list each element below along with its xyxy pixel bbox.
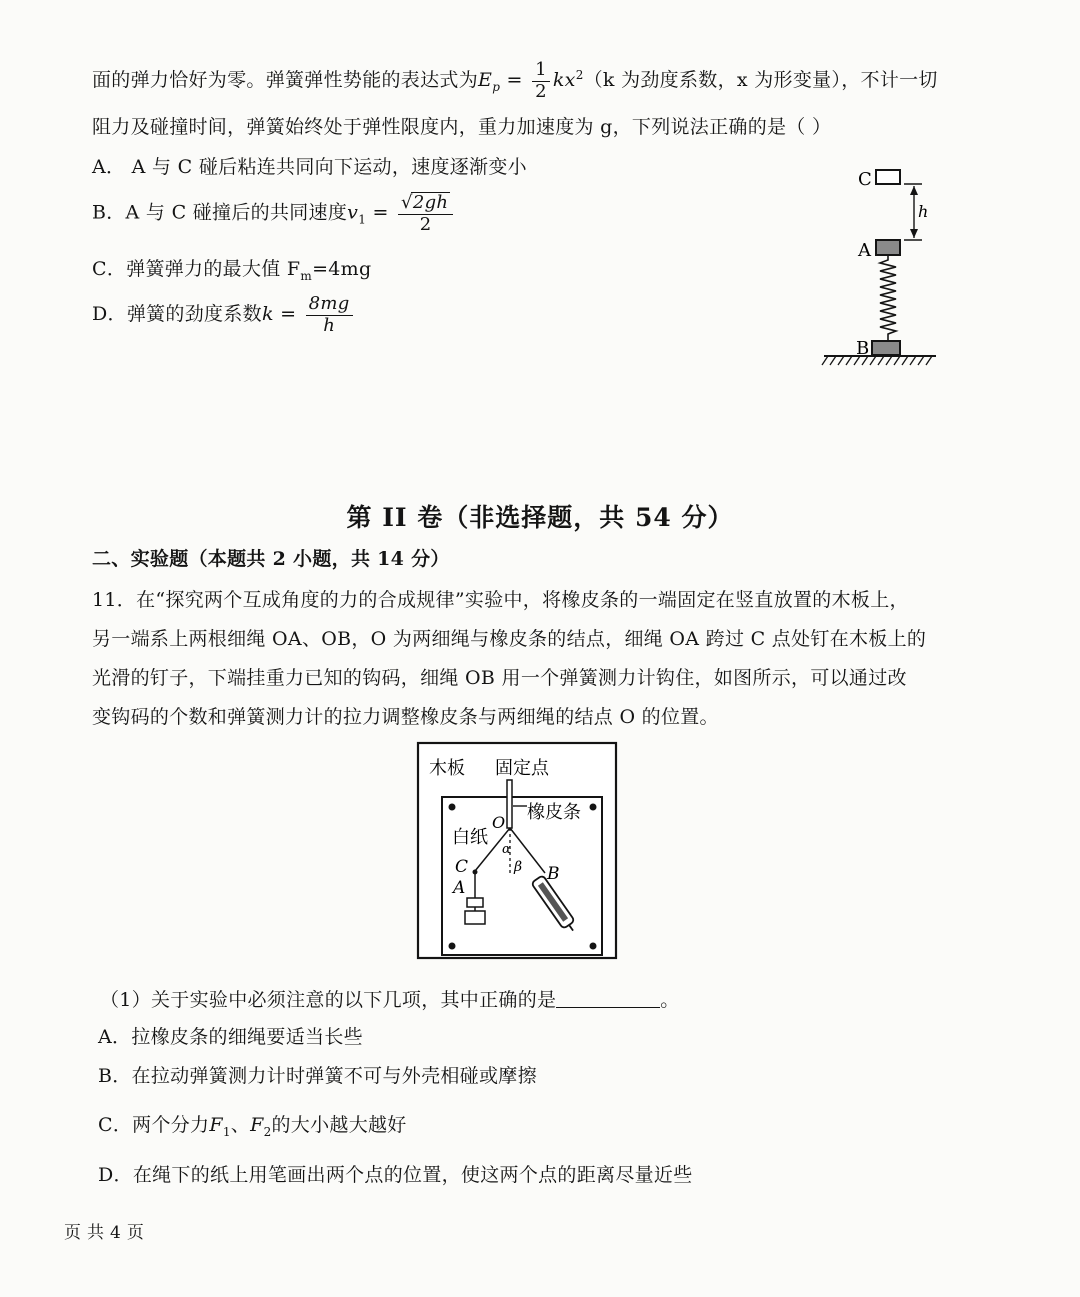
weight-1: [467, 898, 483, 907]
q11-line-3: 光滑的钉子，下端挂重力已知的钩码，细绳 OB 用一个弹簧测力计钩住，如图所示，可以通过改: [92, 667, 907, 689]
label-c-nail: C: [455, 857, 469, 877]
answer-blank[interactable]: [556, 989, 660, 1008]
intro-line-2: 阻力及碰撞时间，弹簧始终处于弹性限度内，重力加速度为 g，下列说法正确的是（ ）: [92, 116, 832, 138]
option-11-b: B．在拉动弹簧测力计时弹簧不可与外壳相碰或摩擦: [98, 1065, 537, 1087]
ground-hatch: [822, 356, 932, 365]
label-beta: β: [514, 859, 523, 875]
q11-line-4: 变钩码的个数和弹簧测力计的拉力调整橡皮条与两细绳的结点 O 的位置。: [92, 706, 719, 728]
label-rubber-band: 橡皮条: [527, 802, 581, 823]
block-b: [872, 341, 900, 355]
label-o: O: [492, 813, 506, 832]
spring: [880, 255, 896, 341]
section-subtitle: 二、实验题（本题共 2 小题，共 14 分）: [92, 548, 450, 570]
q11-line-1: 11．在“探究两个互成角度的力的合成规律”实验中，将橡皮条的一端固定在竖直放置的木板上，: [92, 589, 909, 611]
option-10-c: C．弹簧弹力的最大值 $F_m=4mg$: [92, 258, 372, 283]
weight-2: [465, 911, 485, 924]
option-11-d: D．在绳下的纸上用笔画出两个点的位置，使这两个点的距离尽量近些: [98, 1164, 693, 1186]
spring-figure: [810, 160, 950, 375]
option-10-d: D．弹簧的劲度系数k = $\frac{8mg}{h}$: [92, 294, 356, 336]
board-figure: [415, 740, 621, 962]
intro-line-1: 面的弹力恰好为零。弹簧弹性势能的表达式为$E_p$ = $\frac{1}{2}$ $kx^2(k$ 为劲度系数，x 为形变量），不计一切: [92, 59, 938, 102]
ep-fraction: $\frac{1}{2}$: [532, 60, 550, 102]
label-c: C: [858, 169, 872, 190]
label-b-hook: B: [547, 864, 560, 884]
label-b: B: [856, 338, 870, 359]
option-10-a: A． A 与 C 碰后粘连共同向下运动，速度逐渐变小: [92, 156, 527, 178]
block-c: [876, 170, 900, 184]
label-a: A: [858, 240, 871, 261]
label-a-hook: A: [453, 878, 466, 898]
label-h: h: [918, 202, 929, 221]
intro-text-b: （k 为劲度系数，x 为形变量），不计一切: [583, 69, 938, 92]
option-11-c: C．两个分力$F_1$、$F_2$的大小越大越好: [98, 1114, 407, 1139]
rubber-band: [507, 780, 512, 828]
option-11-a: A．拉橡皮条的细绳要适当长些: [98, 1026, 363, 1048]
ep-subscript: p: [492, 79, 501, 94]
ep-symbol: E: [478, 69, 493, 92]
section-title: 第 II 卷（非选择题，共 54 分）: [346, 503, 734, 532]
q11-line-2: 另一端系上两根细绳 OA、OB，O 为两细绳与橡皮条的结点，细绳 OA 跨过 C 点处钉在木板上的: [92, 628, 927, 650]
ep-kx: kx: [552, 69, 576, 92]
label-board: 木板: [429, 758, 465, 779]
label-fixed-point: 固定点: [495, 758, 549, 779]
ep-exponent: 2: [575, 67, 584, 82]
label-white-paper: 白纸: [452, 827, 488, 848]
block-a: [876, 240, 900, 255]
label-alpha: α: [502, 842, 511, 857]
velocity-fraction: $\frac{√2gh}{2}$: [398, 192, 453, 235]
option-10-b: B．A 与 C 碰撞后的共同速度$v_1$ = $\frac{√2gh}{2}$: [92, 192, 456, 235]
intro-text-a: 面的弹力恰好为零。弹簧弹性势能的表达式为: [92, 69, 479, 92]
page-footer: 页 共 4 页: [64, 1223, 145, 1243]
q11-part1-prompt: （1）关于实验中必须注意的以下几项，其中正确的是 。: [100, 989, 680, 1011]
stiffness-fraction: $\frac{8mg}{h}$: [306, 294, 353, 336]
